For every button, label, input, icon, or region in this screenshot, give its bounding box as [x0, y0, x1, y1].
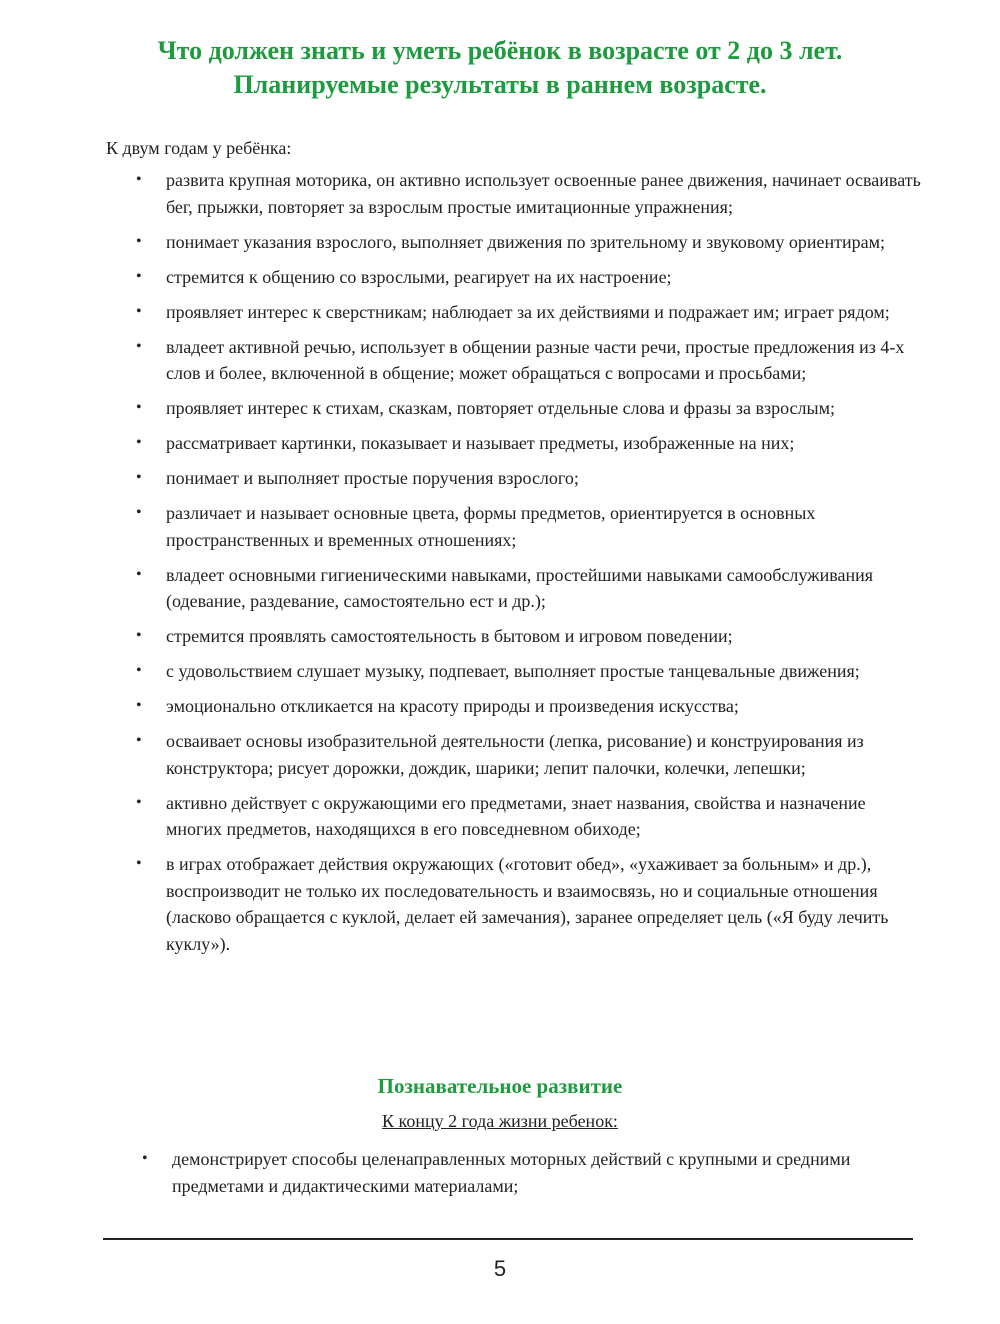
- bullet-icon: •: [136, 171, 142, 188]
- bullet-icon: •: [136, 732, 142, 749]
- list-item: [0, 299, 926, 326]
- list-item-text: владеет основными гигиеническими навыками, простейшими навыками самообслуживания (одевание, раздевание, самостоятельно ест и др.);: [166, 564, 874, 611]
- list-item: [0, 623, 926, 650]
- list-item: [0, 851, 926, 957]
- list-item: [0, 264, 926, 291]
- section-heading: Познавательное развитие: [377, 1074, 623, 1098]
- page-number: 5: [493, 1256, 507, 1281]
- list-item-text: понимает указания взрослого, выполняет движения по зрительному и звуковому ориентирам;: [166, 231, 885, 252]
- list-item-text: рассматривает картинки, показывает и называет предметы, изображенные на них;: [166, 433, 795, 453]
- bullet-icon: •: [136, 434, 142, 451]
- intro-text: К двум годам у ребёнка:: [106, 138, 292, 158]
- list-item-text: демонстрирует способы целенаправленных моторных действий с крупными и средними предметами и дидактическими материалами;: [172, 1149, 851, 1196]
- bullet-icon: •: [136, 232, 142, 250]
- list-item-text: различает и называет основные цвета, формы предметов, ориентируется в основных пространственных и временных отношениях;: [166, 503, 816, 550]
- bullet-icon: •: [136, 469, 142, 486]
- page-title: [0, 34, 1000, 102]
- list-item-text: осваивает основы изобразительной деятельности (лепка, рисование) и конструирования из конструктора; рисует дорожки, дождик, шарики; лепит палочки, колечки, лепешки;: [166, 731, 864, 778]
- bullet-icon: •: [136, 855, 142, 872]
- section-subheading: К концу 2 года жизни ребенок:: [382, 1111, 618, 1131]
- bullet-icon: •: [136, 302, 142, 320]
- list-item-text: в играх отображает действия окружающих («готовит обед», «ухаживает за больным» и др.), воспроизводит не только их последовательность и взаимосвязь, но и социальные отношения (ласково обращается с куклой, делает ей замечания), заранее определяет цель («Я буду лечить куклу»).: [166, 854, 889, 954]
- list-item: [0, 728, 926, 781]
- list-item: [0, 395, 926, 422]
- section-list: [0, 1146, 1000, 1199]
- list-item-text: владеет активной речью, использует в общении разные части речи, простые предложения из 4-х слов и более, включенной в общение; может обращаться с вопросами и просьбами;: [166, 336, 905, 383]
- list-item: [0, 500, 926, 553]
- list-item: [0, 1146, 872, 1199]
- bullet-icon: •: [136, 793, 142, 811]
- bullet-icon: •: [136, 504, 142, 521]
- bullet-icon: •: [136, 337, 142, 355]
- footer-divider: [103, 1238, 913, 1240]
- list-item: [0, 229, 926, 256]
- list-item: [0, 430, 926, 457]
- list-item: [0, 562, 926, 615]
- skills-list: [0, 167, 1000, 966]
- list-item: [0, 465, 926, 492]
- bullet-icon: •: [136, 627, 142, 644]
- bullet-icon: •: [136, 662, 142, 679]
- list-item-text: развита крупная моторика, он активно использует освоенные ранее движения, начинает осваивать бег, прыжки, повторяет за взрослым простые имитационные упражнения;: [166, 170, 921, 217]
- list-item-text: стремится к общению со взрослыми, реагирует на их настроение;: [166, 266, 672, 287]
- list-item: [0, 693, 926, 720]
- bullet-icon: •: [136, 399, 142, 416]
- title-line-2: Планируемые результаты в раннем возрасте.: [233, 70, 767, 99]
- bullet-icon: •: [136, 565, 142, 583]
- list-item-text: эмоционально откликается на красоту природы и произведения искусства;: [166, 696, 739, 716]
- bullet-icon: •: [136, 267, 142, 285]
- list-item: [0, 790, 926, 843]
- list-item-text: стремится проявлять самостоятельность в бытовом и игровом поведении;: [166, 626, 733, 646]
- list-item-text: активно действует с окружающими его предметами, знает названия, свойства и назначение многих предметов, находящихся в его повседневном обиходе;: [166, 792, 866, 839]
- list-item-text: с удовольствием слушает музыку, подпевает, выполняет простые танцевальные движения;: [166, 661, 860, 681]
- title-line-1: Что должен знать и уметь ребёнок в возрасте от 2 до 3 лет.: [157, 36, 843, 65]
- list-item-text: проявляет интерес к сверстникам; наблюдает за их действиями и подражает им; играет рядом;: [166, 301, 890, 322]
- list-item: [0, 334, 926, 387]
- list-item: [0, 658, 926, 685]
- list-item-text: понимает и выполняет простые поручения взрослого;: [166, 468, 579, 488]
- bullet-icon: •: [142, 1150, 148, 1167]
- bullet-icon: •: [136, 697, 142, 714]
- list-item-text: проявляет интерес к стихам, сказкам, повторяет отдельные слова и фразы за взрослым;: [166, 398, 836, 418]
- list-item: [0, 167, 926, 220]
